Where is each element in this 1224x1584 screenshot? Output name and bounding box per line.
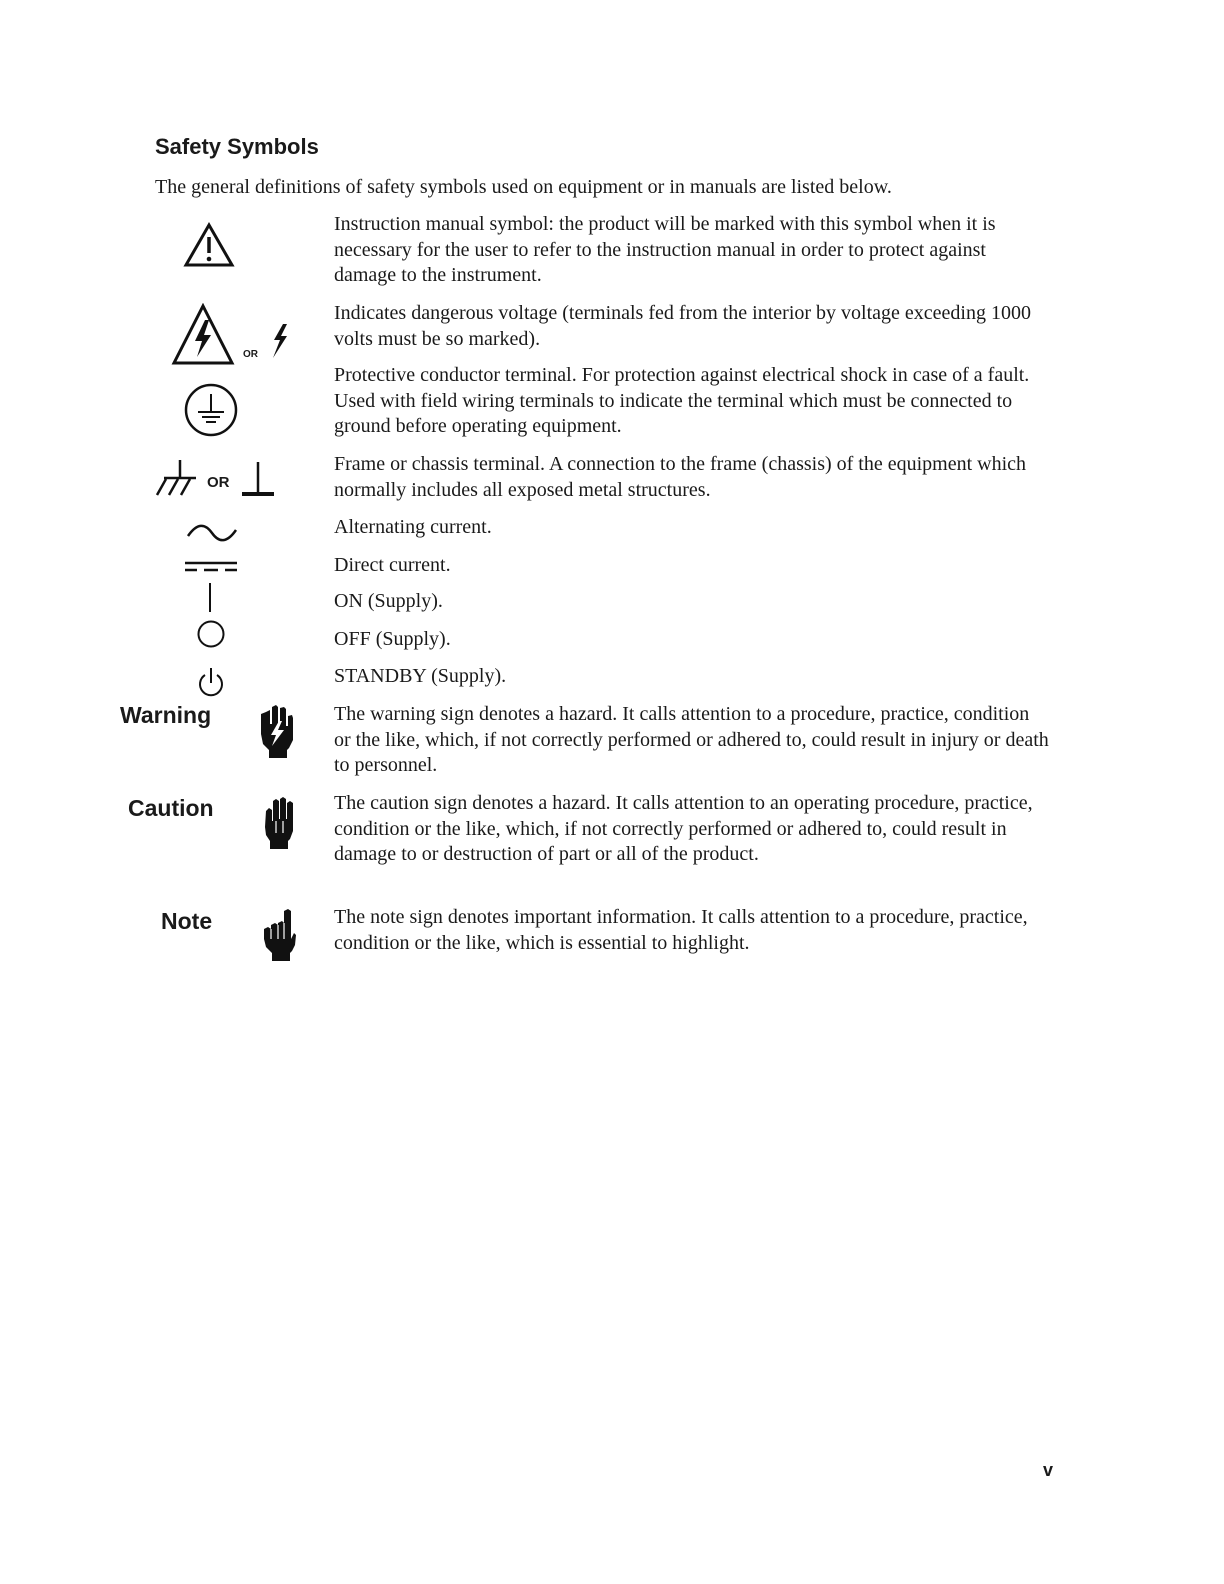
or-separator: OR bbox=[243, 349, 258, 360]
symbol-description: STANDBY (Supply). bbox=[334, 665, 507, 687]
symbol-description: Direct current. bbox=[334, 554, 451, 576]
dangerous-voltage-icon bbox=[171, 303, 235, 365]
note-label: Note bbox=[161, 908, 213, 934]
protective-earth-icon bbox=[183, 382, 239, 438]
caution-label: Caution bbox=[128, 795, 214, 821]
symbol-description: Instruction manual symbol: the product will be marked with this symbol when it is necessary for the user to refer to the instruction manual in order to protect against damage to the instrument. bbox=[334, 213, 996, 287]
alternating-current-icon bbox=[185, 523, 239, 543]
instruction-manual-triangle-icon bbox=[183, 222, 235, 268]
symbol-description: Indicates dangerous voltage (terminals fed from the interior by voltage exceeding 1000 volts must be so marked). bbox=[334, 302, 1031, 350]
page-title: Safety Symbols bbox=[155, 134, 319, 159]
note-hand-icon bbox=[262, 909, 298, 963]
sign-description: The warning sign denotes a hazard. It calls attention to a procedure, practice, condition or the like, which, if not correctly performed or adhered to, could result in injury or death to personnel. bbox=[334, 703, 1049, 777]
lightning-bolt-icon bbox=[270, 323, 290, 359]
power-on-icon bbox=[200, 582, 220, 614]
symbol-description: Alternating current. bbox=[334, 516, 492, 538]
symbol-description: Protective conductor terminal. For protection against electrical shock in case of a fault. Used with field wiring terminals to indicate the terminal which must be connected to ground before operating equipment. bbox=[334, 364, 1030, 438]
symbol-description: ON (Supply). bbox=[334, 590, 443, 612]
page-number: v bbox=[1043, 1460, 1054, 1480]
sign-description: The caution sign denotes a hazard. It calls attention to an operating procedure, practice, condition or the like, which, if not correctly performed or adhered to, could result in damage to or destruction of part or all of the product. bbox=[334, 792, 1033, 866]
symbol-description: Frame or chassis terminal. A connection to the frame (chassis) of the equipment which normally includes all exposed metal structures. bbox=[334, 453, 1027, 501]
symbol-description: OFF (Supply). bbox=[334, 628, 451, 650]
power-off-icon bbox=[196, 619, 226, 649]
sign-description: The note sign denotes important information. It calls attention to a procedure, practice, condition or the like, which is essential to highlight. bbox=[334, 906, 1028, 954]
caution-hand-icon bbox=[262, 797, 298, 851]
standby-icon bbox=[196, 666, 226, 698]
direct-current-icon bbox=[184, 560, 238, 574]
warning-hand-icon bbox=[259, 704, 295, 760]
intro-text: The general definitions of safety symbols used on equipment or in manuals are listed below. bbox=[155, 176, 892, 198]
or-separator: OR bbox=[207, 474, 230, 491]
chassis-terminal-icon bbox=[154, 458, 200, 498]
warning-label: Warning bbox=[120, 702, 212, 728]
ground-terminal-icon bbox=[240, 460, 276, 498]
